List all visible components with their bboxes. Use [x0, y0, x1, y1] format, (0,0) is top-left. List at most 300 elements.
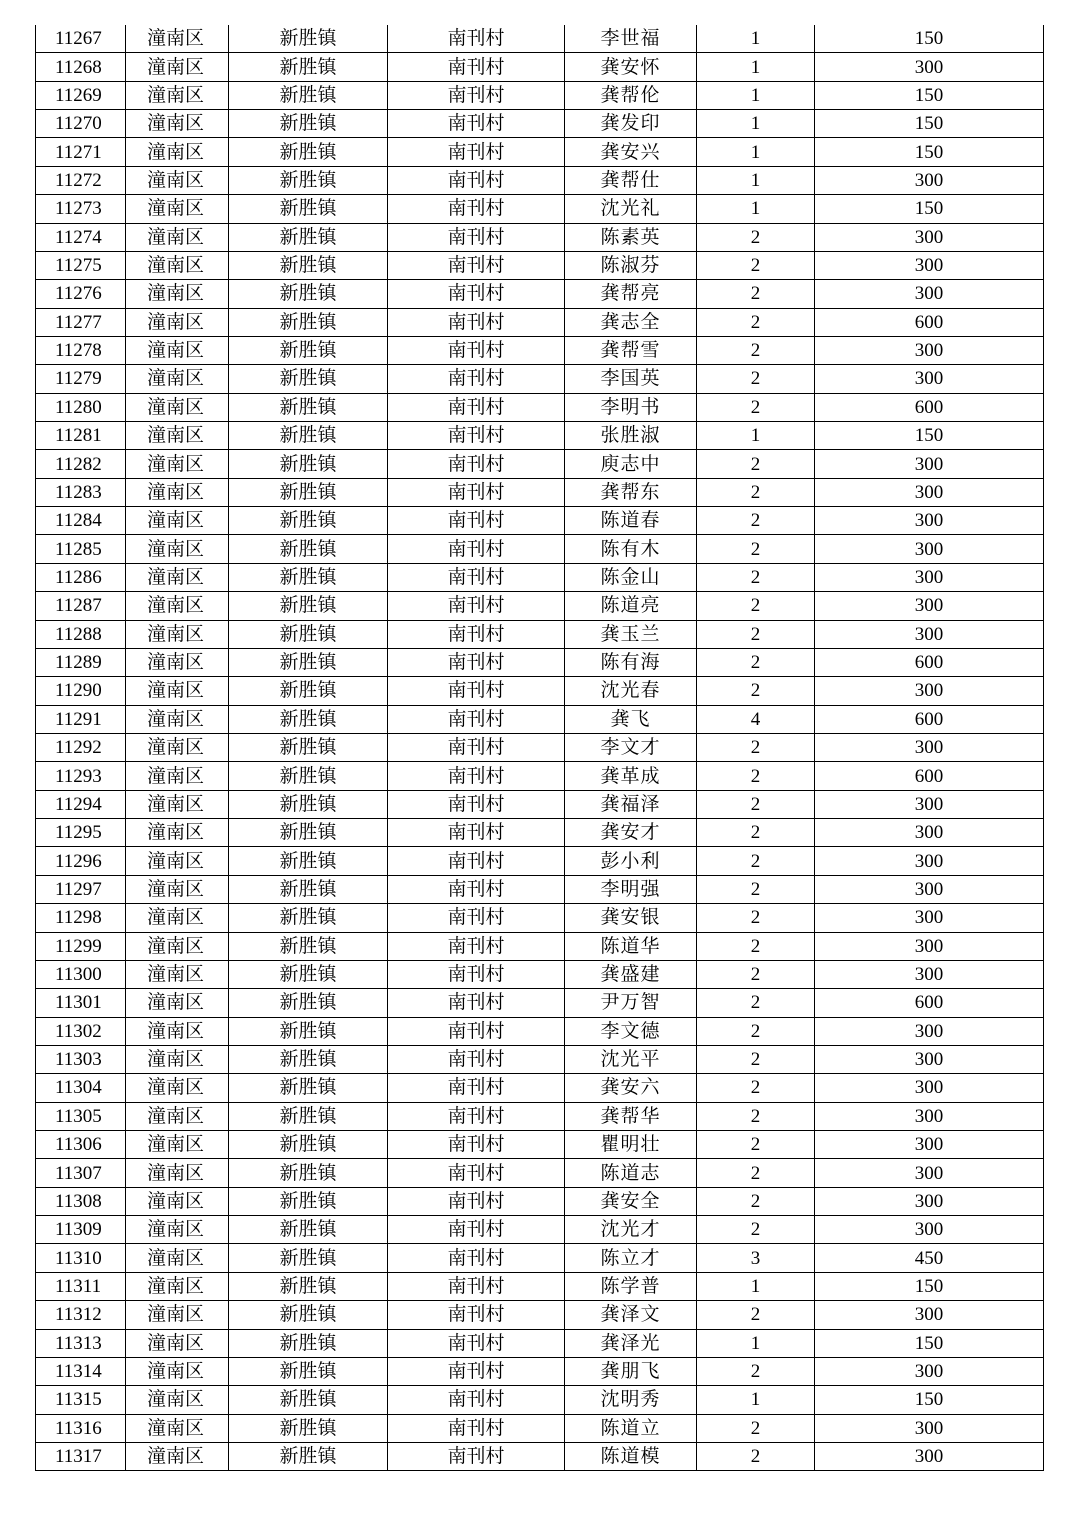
- town-cell: 新胜镇: [229, 1244, 388, 1272]
- district-cell: 潼南区: [126, 1187, 229, 1215]
- amount-cell: 300: [815, 535, 1044, 563]
- town-cell: 新胜镇: [229, 1102, 388, 1130]
- table-row: [36, 1045, 1044, 1073]
- name-cell: 庾志中: [565, 450, 697, 478]
- table-row: [36, 1357, 1044, 1385]
- record-id-cell: 11285: [36, 535, 126, 563]
- record-id-cell: 11317: [36, 1442, 126, 1470]
- town-cell: 新胜镇: [229, 1017, 388, 1045]
- amount-cell: 300: [815, 1301, 1044, 1329]
- village-cell: 南刊村: [388, 904, 565, 932]
- village-cell: 南刊村: [388, 1386, 565, 1414]
- table-row: [36, 1329, 1044, 1357]
- amount-cell: 300: [815, 563, 1044, 591]
- record-id-cell: 11277: [36, 308, 126, 336]
- town-cell: 新胜镇: [229, 819, 388, 847]
- town-cell: 新胜镇: [229, 280, 388, 308]
- record-id-cell: 11299: [36, 932, 126, 960]
- table-row: [36, 251, 1044, 279]
- count-cell: 2: [697, 592, 815, 620]
- town-cell: 新胜镇: [229, 733, 388, 761]
- name-cell: 龚帮雪: [565, 336, 697, 364]
- table-row: [36, 648, 1044, 676]
- record-id-cell: 11290: [36, 677, 126, 705]
- village-cell: 南刊村: [388, 648, 565, 676]
- table-row: [36, 620, 1044, 648]
- table-row: [36, 1272, 1044, 1300]
- amount-cell: 300: [815, 365, 1044, 393]
- name-cell: 瞿明壮: [565, 1131, 697, 1159]
- record-id-cell: 11288: [36, 620, 126, 648]
- district-cell: 潼南区: [126, 535, 229, 563]
- amount-cell: 300: [815, 1131, 1044, 1159]
- amount-cell: 150: [815, 25, 1044, 53]
- amount-cell: 600: [815, 308, 1044, 336]
- amount-cell: 300: [815, 677, 1044, 705]
- amount-cell: 300: [815, 932, 1044, 960]
- town-cell: 新胜镇: [229, 960, 388, 988]
- amount-cell: 300: [815, 1216, 1044, 1244]
- district-cell: 潼南区: [126, 1131, 229, 1159]
- record-id-cell: 11282: [36, 450, 126, 478]
- amount-cell: 150: [815, 1386, 1044, 1414]
- table-row: [36, 393, 1044, 421]
- amount-cell: 300: [815, 960, 1044, 988]
- table-row: [36, 819, 1044, 847]
- records-table-body: [36, 25, 1044, 1471]
- table-row: [36, 847, 1044, 875]
- name-cell: 李文德: [565, 1017, 697, 1045]
- village-cell: 南刊村: [388, 1102, 565, 1130]
- district-cell: 潼南区: [126, 450, 229, 478]
- table-row: [36, 705, 1044, 733]
- count-cell: 1: [697, 138, 815, 166]
- record-id-cell: 11269: [36, 81, 126, 109]
- count-cell: 1: [697, 1329, 815, 1357]
- table-row: [36, 1414, 1044, 1442]
- town-cell: 新胜镇: [229, 904, 388, 932]
- district-cell: 潼南区: [126, 1216, 229, 1244]
- name-cell: 龚帮华: [565, 1102, 697, 1130]
- town-cell: 新胜镇: [229, 1045, 388, 1073]
- village-cell: 南刊村: [388, 620, 565, 648]
- table-row: [36, 932, 1044, 960]
- town-cell: 新胜镇: [229, 223, 388, 251]
- town-cell: 新胜镇: [229, 875, 388, 903]
- village-cell: 南刊村: [388, 705, 565, 733]
- name-cell: 李世福: [565, 25, 697, 53]
- record-id-cell: 11305: [36, 1102, 126, 1130]
- record-id-cell: 11289: [36, 648, 126, 676]
- record-id-cell: 11286: [36, 563, 126, 591]
- record-id-cell: 11291: [36, 705, 126, 733]
- village-cell: 南刊村: [388, 847, 565, 875]
- town-cell: 新胜镇: [229, 847, 388, 875]
- record-id-cell: 11271: [36, 138, 126, 166]
- district-cell: 潼南区: [126, 1329, 229, 1357]
- district-cell: 潼南区: [126, 648, 229, 676]
- village-cell: 南刊村: [388, 308, 565, 336]
- amount-cell: 600: [815, 393, 1044, 421]
- records-table: [35, 25, 1044, 1471]
- name-cell: 陈学普: [565, 1272, 697, 1300]
- record-id-cell: 11274: [36, 223, 126, 251]
- record-id-cell: 11313: [36, 1329, 126, 1357]
- district-cell: 潼南区: [126, 336, 229, 364]
- amount-cell: 150: [815, 1329, 1044, 1357]
- record-id-cell: 11268: [36, 53, 126, 81]
- town-cell: 新胜镇: [229, 422, 388, 450]
- count-cell: 2: [697, 1301, 815, 1329]
- count-cell: 2: [697, 875, 815, 903]
- village-cell: 南刊村: [388, 1017, 565, 1045]
- town-cell: 新胜镇: [229, 81, 388, 109]
- name-cell: 龚帮东: [565, 478, 697, 506]
- town-cell: 新胜镇: [229, 336, 388, 364]
- name-cell: 李明强: [565, 875, 697, 903]
- table-row: [36, 535, 1044, 563]
- count-cell: 1: [697, 81, 815, 109]
- district-cell: 潼南区: [126, 251, 229, 279]
- village-cell: 南刊村: [388, 1187, 565, 1215]
- amount-cell: 300: [815, 280, 1044, 308]
- village-cell: 南刊村: [388, 223, 565, 251]
- table-row: [36, 1386, 1044, 1414]
- town-cell: 新胜镇: [229, 620, 388, 648]
- name-cell: 李文才: [565, 733, 697, 761]
- village-cell: 南刊村: [388, 138, 565, 166]
- record-id-cell: 11281: [36, 422, 126, 450]
- record-id-cell: 11302: [36, 1017, 126, 1045]
- town-cell: 新胜镇: [229, 308, 388, 336]
- table-row: [36, 1159, 1044, 1187]
- village-cell: 南刊村: [388, 819, 565, 847]
- count-cell: 1: [697, 110, 815, 138]
- count-cell: 2: [697, 819, 815, 847]
- name-cell: 沈光春: [565, 677, 697, 705]
- amount-cell: 600: [815, 762, 1044, 790]
- village-cell: 南刊村: [388, 336, 565, 364]
- table-row: [36, 422, 1044, 450]
- district-cell: 潼南区: [126, 1074, 229, 1102]
- count-cell: 1: [697, 53, 815, 81]
- amount-cell: 300: [815, 1442, 1044, 1470]
- district-cell: 潼南区: [126, 1442, 229, 1470]
- record-id-cell: 11308: [36, 1187, 126, 1215]
- table-row: [36, 677, 1044, 705]
- table-row: [36, 1017, 1044, 1045]
- name-cell: 龚安六: [565, 1074, 697, 1102]
- name-cell: 龚安全: [565, 1187, 697, 1215]
- name-cell: 陈道志: [565, 1159, 697, 1187]
- village-cell: 南刊村: [388, 932, 565, 960]
- district-cell: 潼南区: [126, 819, 229, 847]
- name-cell: 彭小利: [565, 847, 697, 875]
- table-row: [36, 904, 1044, 932]
- table-row: [36, 110, 1044, 138]
- town-cell: 新胜镇: [229, 110, 388, 138]
- district-cell: 潼南区: [126, 1159, 229, 1187]
- record-id-cell: 11293: [36, 762, 126, 790]
- name-cell: 龚飞: [565, 705, 697, 733]
- amount-cell: 300: [815, 1074, 1044, 1102]
- town-cell: 新胜镇: [229, 53, 388, 81]
- record-id-cell: 11296: [36, 847, 126, 875]
- record-id-cell: 11279: [36, 365, 126, 393]
- town-cell: 新胜镇: [229, 1272, 388, 1300]
- district-cell: 潼南区: [126, 223, 229, 251]
- record-id-cell: 11280: [36, 393, 126, 421]
- town-cell: 新胜镇: [229, 1074, 388, 1102]
- record-id-cell: 11276: [36, 280, 126, 308]
- count-cell: 2: [697, 648, 815, 676]
- name-cell: 陈道立: [565, 1414, 697, 1442]
- name-cell: 沈光才: [565, 1216, 697, 1244]
- name-cell: 陈立才: [565, 1244, 697, 1272]
- name-cell: 张胜淑: [565, 422, 697, 450]
- name-cell: 龚帮伦: [565, 81, 697, 109]
- district-cell: 潼南区: [126, 422, 229, 450]
- district-cell: 潼南区: [126, 308, 229, 336]
- name-cell: 龚安才: [565, 819, 697, 847]
- amount-cell: 300: [815, 790, 1044, 818]
- village-cell: 南刊村: [388, 251, 565, 279]
- name-cell: 龚盛建: [565, 960, 697, 988]
- district-cell: 潼南区: [126, 847, 229, 875]
- name-cell: 龚安怀: [565, 53, 697, 81]
- name-cell: 李国英: [565, 365, 697, 393]
- record-id-cell: 11301: [36, 989, 126, 1017]
- district-cell: 潼南区: [126, 478, 229, 506]
- village-cell: 南刊村: [388, 110, 565, 138]
- village-cell: 南刊村: [388, 1301, 565, 1329]
- amount-cell: 300: [815, 1187, 1044, 1215]
- village-cell: 南刊村: [388, 1074, 565, 1102]
- amount-cell: 300: [815, 847, 1044, 875]
- town-cell: 新胜镇: [229, 1414, 388, 1442]
- amount-cell: 150: [815, 81, 1044, 109]
- table-row: [36, 81, 1044, 109]
- record-id-cell: 11297: [36, 875, 126, 903]
- table-row: [36, 138, 1044, 166]
- count-cell: 2: [697, 1131, 815, 1159]
- table-row: [36, 336, 1044, 364]
- name-cell: 龚泽光: [565, 1329, 697, 1357]
- table-row: [36, 592, 1044, 620]
- town-cell: 新胜镇: [229, 166, 388, 194]
- district-cell: 潼南区: [126, 875, 229, 903]
- name-cell: 龚泽文: [565, 1301, 697, 1329]
- town-cell: 新胜镇: [229, 563, 388, 591]
- town-cell: 新胜镇: [229, 762, 388, 790]
- village-cell: 南刊村: [388, 875, 565, 903]
- name-cell: 李明书: [565, 393, 697, 421]
- record-id-cell: 11314: [36, 1357, 126, 1385]
- name-cell: 陈素英: [565, 223, 697, 251]
- town-cell: 新胜镇: [229, 932, 388, 960]
- district-cell: 潼南区: [126, 790, 229, 818]
- amount-cell: 300: [815, 1159, 1044, 1187]
- count-cell: 2: [697, 620, 815, 648]
- count-cell: 2: [697, 904, 815, 932]
- village-cell: 南刊村: [388, 960, 565, 988]
- amount-cell: 300: [815, 166, 1044, 194]
- name-cell: 龚帮仕: [565, 166, 697, 194]
- district-cell: 潼南区: [126, 960, 229, 988]
- record-id-cell: 11300: [36, 960, 126, 988]
- count-cell: 2: [697, 280, 815, 308]
- village-cell: 南刊村: [388, 989, 565, 1017]
- village-cell: 南刊村: [388, 450, 565, 478]
- name-cell: 陈道华: [565, 932, 697, 960]
- count-cell: 2: [697, 308, 815, 336]
- town-cell: 新胜镇: [229, 1442, 388, 1470]
- amount-cell: 300: [815, 1414, 1044, 1442]
- district-cell: 潼南区: [126, 1017, 229, 1045]
- district-cell: 潼南区: [126, 25, 229, 53]
- record-id-cell: 11278: [36, 336, 126, 364]
- village-cell: 南刊村: [388, 1159, 565, 1187]
- name-cell: 龚安银: [565, 904, 697, 932]
- village-cell: 南刊村: [388, 563, 565, 591]
- town-cell: 新胜镇: [229, 251, 388, 279]
- name-cell: 龚玉兰: [565, 620, 697, 648]
- table-row: [36, 25, 1044, 53]
- village-cell: 南刊村: [388, 393, 565, 421]
- table-row: [36, 450, 1044, 478]
- district-cell: 潼南区: [126, 592, 229, 620]
- amount-cell: 150: [815, 195, 1044, 223]
- district-cell: 潼南区: [126, 620, 229, 648]
- name-cell: 龚志全: [565, 308, 697, 336]
- table-row: [36, 53, 1044, 81]
- town-cell: 新胜镇: [229, 450, 388, 478]
- table-row: [36, 960, 1044, 988]
- count-cell: 2: [697, 733, 815, 761]
- name-cell: 沈明秀: [565, 1386, 697, 1414]
- table-row: [36, 365, 1044, 393]
- village-cell: 南刊村: [388, 1244, 565, 1272]
- record-id-cell: 11312: [36, 1301, 126, 1329]
- name-cell: 陈道春: [565, 507, 697, 535]
- name-cell: 龚安兴: [565, 138, 697, 166]
- district-cell: 潼南区: [126, 365, 229, 393]
- record-id-cell: 11292: [36, 733, 126, 761]
- amount-cell: 300: [815, 223, 1044, 251]
- amount-cell: 300: [815, 336, 1044, 364]
- district-cell: 潼南区: [126, 1301, 229, 1329]
- district-cell: 潼南区: [126, 1357, 229, 1385]
- record-id-cell: 11315: [36, 1386, 126, 1414]
- table-row: [36, 507, 1044, 535]
- name-cell: 龚福泽: [565, 790, 697, 818]
- district-cell: 潼南区: [126, 1414, 229, 1442]
- district-cell: 潼南区: [126, 563, 229, 591]
- town-cell: 新胜镇: [229, 1187, 388, 1215]
- village-cell: 南刊村: [388, 762, 565, 790]
- village-cell: 南刊村: [388, 166, 565, 194]
- town-cell: 新胜镇: [229, 25, 388, 53]
- district-cell: 潼南区: [126, 195, 229, 223]
- district-cell: 潼南区: [126, 762, 229, 790]
- table-row: [36, 1187, 1044, 1215]
- amount-cell: 300: [815, 53, 1044, 81]
- district-cell: 潼南区: [126, 393, 229, 421]
- count-cell: 1: [697, 25, 815, 53]
- table-row: [36, 223, 1044, 251]
- table-row: [36, 790, 1044, 818]
- town-cell: 新胜镇: [229, 1131, 388, 1159]
- village-cell: 南刊村: [388, 1045, 565, 1073]
- count-cell: 2: [697, 1414, 815, 1442]
- name-cell: 陈有海: [565, 648, 697, 676]
- town-cell: 新胜镇: [229, 138, 388, 166]
- district-cell: 潼南区: [126, 1045, 229, 1073]
- count-cell: 2: [697, 989, 815, 1017]
- table-row: [36, 478, 1044, 506]
- table-row: [36, 308, 1044, 336]
- record-id-cell: 11273: [36, 195, 126, 223]
- record-id-cell: 11309: [36, 1216, 126, 1244]
- amount-cell: 300: [815, 904, 1044, 932]
- count-cell: 1: [697, 166, 815, 194]
- district-cell: 潼南区: [126, 733, 229, 761]
- record-id-cell: 11284: [36, 507, 126, 535]
- district-cell: 潼南区: [126, 138, 229, 166]
- count-cell: 2: [697, 1017, 815, 1045]
- count-cell: 2: [697, 507, 815, 535]
- count-cell: 2: [697, 365, 815, 393]
- record-id-cell: 11283: [36, 478, 126, 506]
- record-id-cell: 11307: [36, 1159, 126, 1187]
- table-row: [36, 1074, 1044, 1102]
- count-cell: 2: [697, 932, 815, 960]
- record-id-cell: 11270: [36, 110, 126, 138]
- table-row: [36, 875, 1044, 903]
- amount-cell: 300: [815, 875, 1044, 903]
- district-cell: 潼南区: [126, 507, 229, 535]
- town-cell: 新胜镇: [229, 1329, 388, 1357]
- record-id-cell: 11304: [36, 1074, 126, 1102]
- district-cell: 潼南区: [126, 677, 229, 705]
- count-cell: 2: [697, 1442, 815, 1470]
- count-cell: 1: [697, 1386, 815, 1414]
- amount-cell: 150: [815, 138, 1044, 166]
- count-cell: 2: [697, 563, 815, 591]
- name-cell: 陈金山: [565, 563, 697, 591]
- count-cell: 2: [697, 847, 815, 875]
- name-cell: 龚革成: [565, 762, 697, 790]
- amount-cell: 600: [815, 648, 1044, 676]
- table-row: [36, 1216, 1044, 1244]
- count-cell: 2: [697, 790, 815, 818]
- town-cell: 新胜镇: [229, 1216, 388, 1244]
- village-cell: 南刊村: [388, 1442, 565, 1470]
- count-cell: 2: [697, 1102, 815, 1130]
- town-cell: 新胜镇: [229, 705, 388, 733]
- amount-cell: 450: [815, 1244, 1044, 1272]
- village-cell: 南刊村: [388, 733, 565, 761]
- amount-cell: 600: [815, 989, 1044, 1017]
- district-cell: 潼南区: [126, 280, 229, 308]
- name-cell: 龚帮亮: [565, 280, 697, 308]
- count-cell: 2: [697, 762, 815, 790]
- village-cell: 南刊村: [388, 592, 565, 620]
- table-row: [36, 1301, 1044, 1329]
- record-id-cell: 11295: [36, 819, 126, 847]
- town-cell: 新胜镇: [229, 478, 388, 506]
- table-row: [36, 280, 1044, 308]
